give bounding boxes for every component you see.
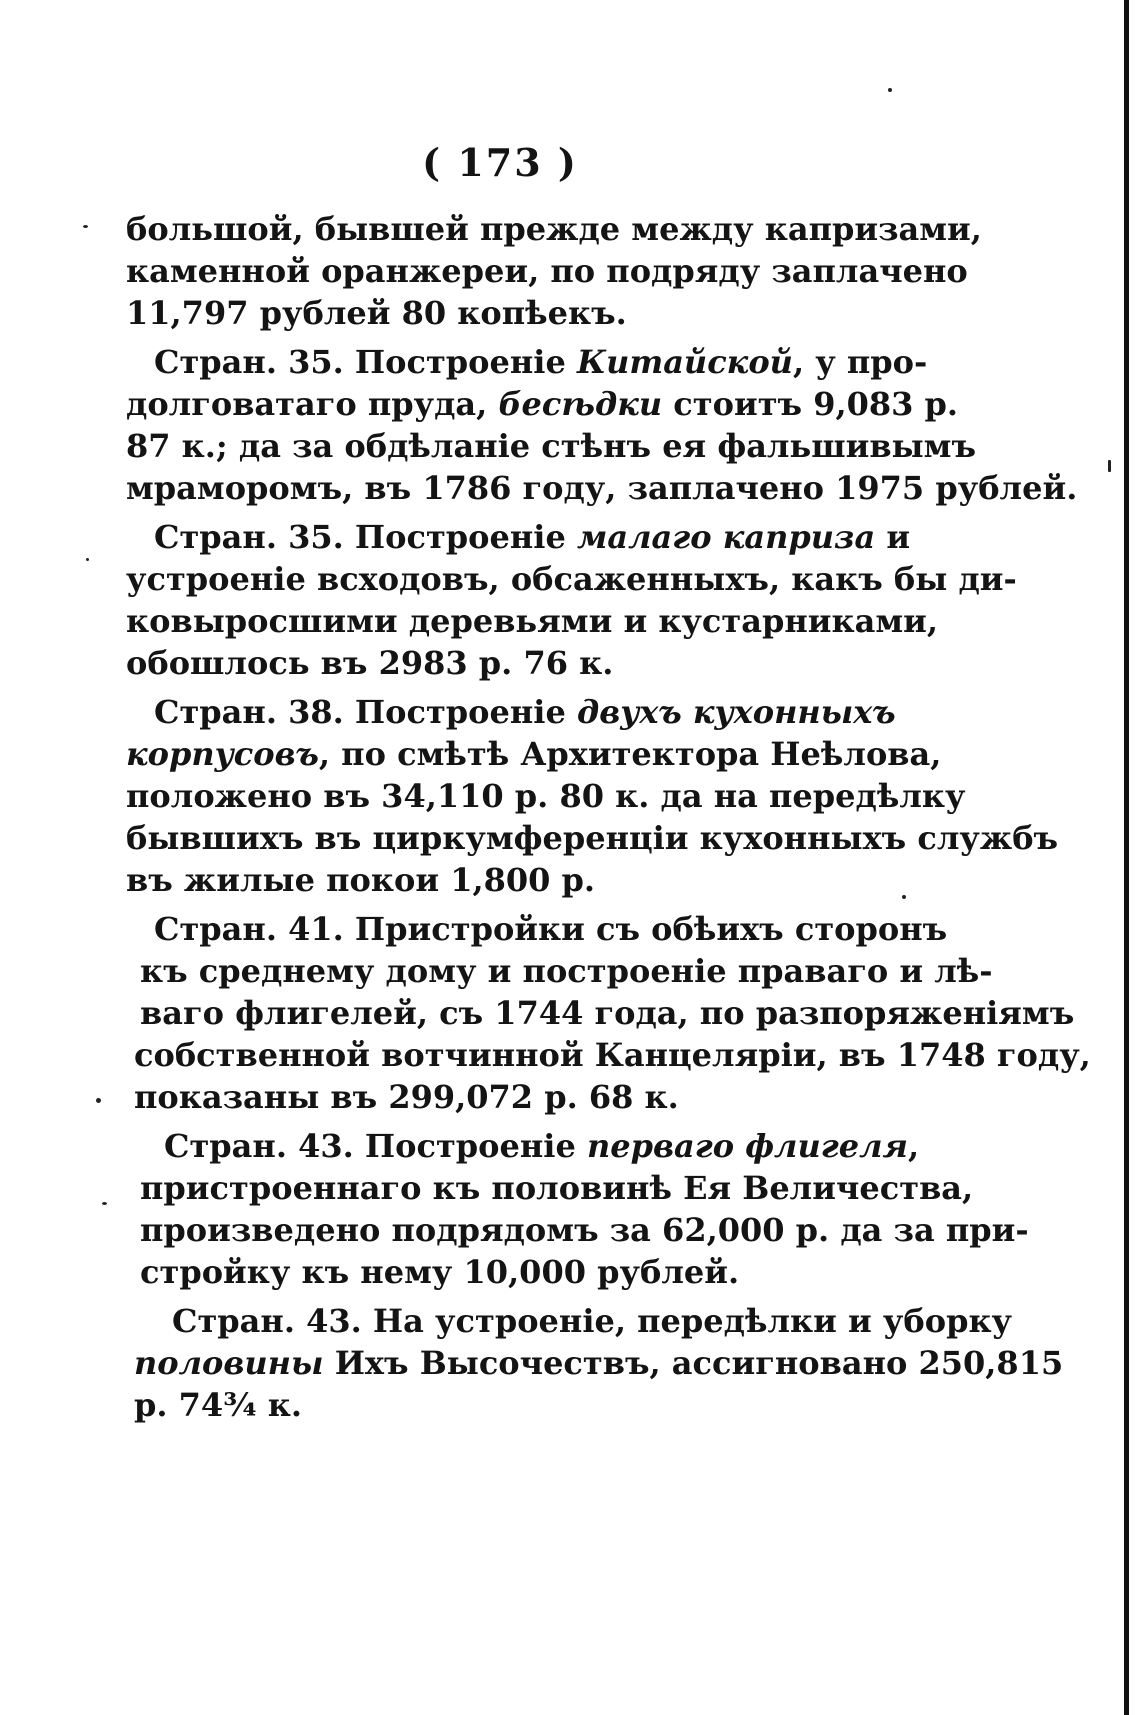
text-line: пристроеннаго къ половинѣ Ея Величества, (140, 1169, 974, 1207)
text-line: устроеніе всходовъ, обсаженныхъ, какъ бы ди- (126, 560, 1017, 598)
text-line: половины Ихъ Высочествъ, ассигновано 250,815 (134, 1344, 1064, 1382)
text-line: мраморомъ, въ 1786 году, заплачено 1975 рублей. (126, 469, 1078, 507)
paragraph (126, 341, 1078, 509)
text-line: Стран. 38. Построеніе двухъ кухонныхъ (154, 693, 896, 731)
text-line: обошлось въ 2983 р. 76 к. (126, 644, 614, 682)
text-line: большой, бывшей прежде между капризами, (126, 210, 982, 248)
page-edge-line (1124, 0, 1129, 1715)
paragraph (126, 691, 1059, 901)
paragraph (126, 1300, 1064, 1426)
text-line: ковыросшими деревьями и кустарниками, (126, 602, 939, 640)
text-line: собственной вотчинной Канцеляріи, въ 1748 году, (134, 1036, 1091, 1074)
text-line: ваго флигелей, съ 1744 года, по разпоряженіямъ (140, 994, 1075, 1032)
text-line: 87 к.; да за обдѣланіе стѣнъ ея фальшивымъ (126, 427, 976, 465)
scan-speck (83, 225, 88, 228)
scan-speck (86, 558, 89, 561)
paragraph (126, 208, 982, 334)
page-text (126, 208, 1091, 1433)
text-line: показаны въ 299,072 р. 68 к. (134, 1078, 679, 1116)
text-line: 11,797 рублей 80 копѣекъ. (126, 294, 627, 332)
text-line: Стран. 43. Построеніе перваго флигеля, (164, 1127, 920, 1165)
text-line: бывшихъ въ циркумференціи кухонныхъ службъ (126, 819, 1059, 857)
paragraph (126, 1125, 1029, 1293)
page-number: ( 173 ) (422, 140, 578, 185)
text-line: Стран. 35. Построеніе малаго каприза и (154, 518, 911, 556)
text-line: Стран. 43. На устроеніе, передѣлки и уборку (172, 1302, 1013, 1340)
paragraph (126, 908, 1091, 1118)
text-line: произведено подрядомъ за 62,000 р. да за при- (140, 1211, 1029, 1249)
text-line: Стран. 41. Пристройки съ обѣихъ сторонъ (154, 910, 948, 948)
scan-speck (1108, 460, 1111, 472)
scan-speck (96, 1098, 101, 1103)
text-line: въ жилые покои 1,800 р. (126, 861, 596, 899)
text-line: корпусовъ, по смѣтѣ Архитектора Неѣлова, (126, 735, 942, 773)
text-line: положено въ 34,110 р. 80 к. да на передѣлку (126, 777, 966, 815)
text-line: долговатаго пруда, бесѣдки стоитъ 9,083 р. (126, 385, 959, 423)
text-line: къ среднему дому и построеніе праваго и лѣ- (140, 952, 993, 990)
text-line: р. 74¾ к. (134, 1386, 302, 1424)
paragraph (126, 516, 1017, 684)
scan-speck (902, 895, 906, 899)
scan-speck (888, 88, 892, 92)
text-line: Стран. 35. Построеніе Китайской, у про- (154, 343, 928, 381)
text-line: стройку къ нему 10,000 рублей. (140, 1253, 740, 1291)
scan-speck (102, 1202, 107, 1205)
text-line: каменной оранжереи, по подряду заплачено (126, 252, 968, 290)
